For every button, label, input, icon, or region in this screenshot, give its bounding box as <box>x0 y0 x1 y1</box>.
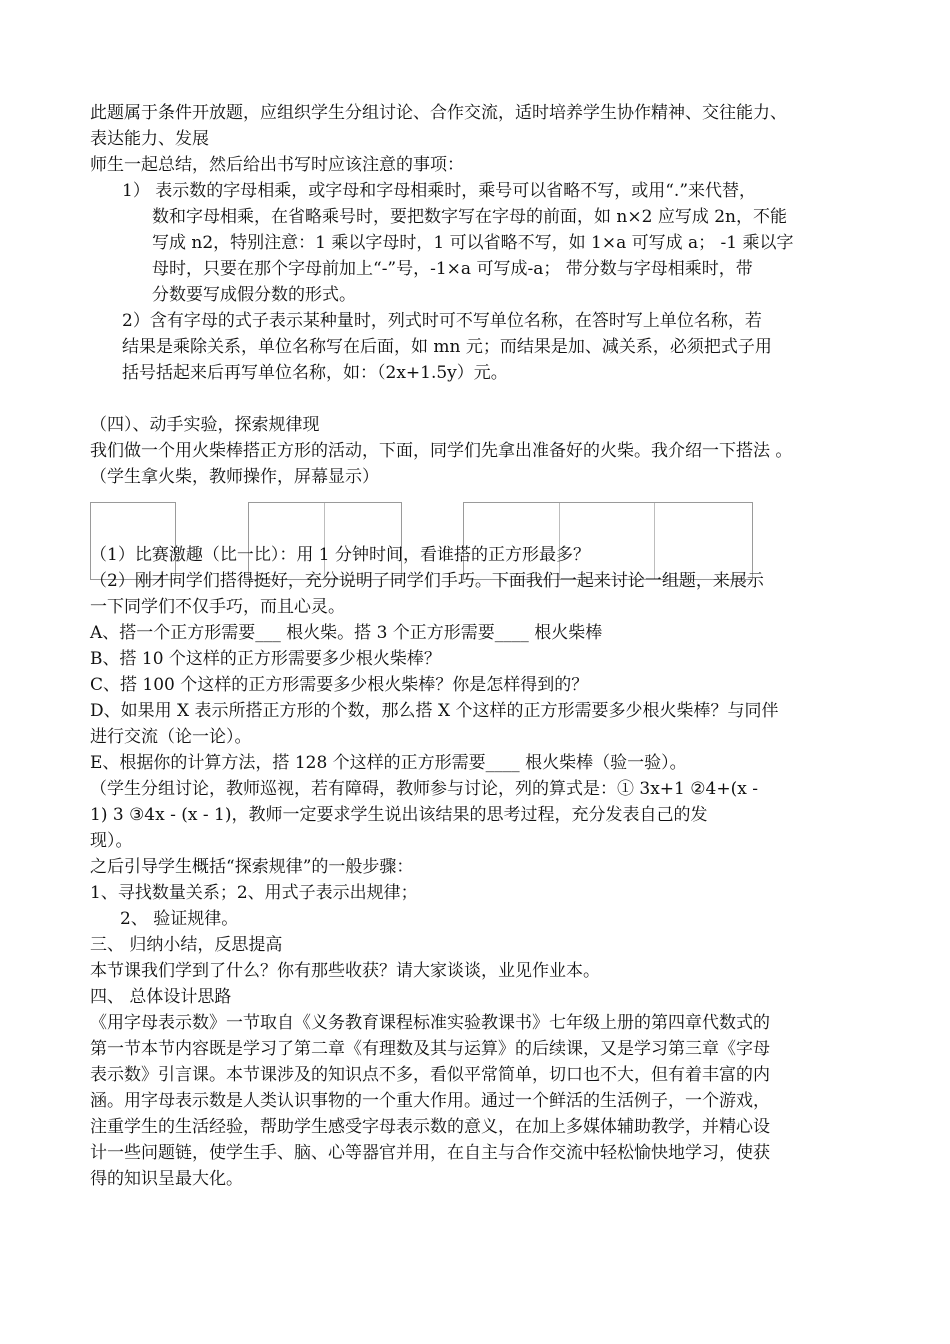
question-d-line: 进行交流（论一论）。 <box>90 727 252 747</box>
list-item-1-line: 数和字母相乘，在省略乘号时，要把数字写在字母的前面，如 n×2 应写成 2n，不能 <box>152 207 787 227</box>
paragraph-line: 《用字母表示数》一节取自《义务教育课程标准实验教课书》七年级上册的第四章代数式的 <box>90 1013 770 1033</box>
section-heading: 四、 总体设计思路 <box>90 987 232 1007</box>
paragraph-line: 注重学生的生活经验，帮助学生感受字母表示数的意义，在加上多媒体辅助教学，并精心设 <box>90 1117 770 1137</box>
paragraph-line: 一下同学们不仅手巧，而且心灵。 <box>90 597 345 617</box>
paragraph-line: 我们做一个用火柴棒搭正方形的活动，下面，同学们先拿出准备好的火柴。我介绍一下搭法 。 <box>90 441 793 461</box>
paragraph-line: 计一些问题链，使学生手、脑、心等器官并用，在自主与合作交流中轻松愉快地学习，使获 <box>90 1143 770 1163</box>
paragraph-line: 师生一起总结，然后给出书写时应该注意的事项： <box>90 155 464 175</box>
paragraph-line: 涵。用字母表示数是人类认识事物的一个重大作用。通过一个鲜活的生活例子，一个游戏， <box>90 1091 770 1111</box>
paragraph-line: 得的知识呈最大化。 <box>90 1169 243 1189</box>
list-item-1: 1） 表示数的字母相乘，或字母和字母相乘时，乘号可以省略不写，或用“.”来代替， <box>122 181 757 201</box>
paragraph-line: 1、寻找数量关系；2、用式子表示出规律； <box>90 883 418 903</box>
question-d: D、如果用 X 表示所搭正方形的个数，那么搭 X 个这样的正方形需要多少根火柴棒？与同伴 <box>90 701 779 721</box>
list-item-1-line: 分数要写成假分数的形式。 <box>152 285 356 305</box>
paragraph-line: （学生分组讨论，教师巡视，若有障碍，教师参与讨论，列的算式是：① 3x+1 ②4+(x - <box>90 779 758 799</box>
section-heading: 三、 归纳小结，反思提高 <box>90 935 283 955</box>
paragraph-line: 现）。 <box>90 831 133 851</box>
question-e: E、根据你的计算方法，搭 128 个这样的正方形需要____ 根火柴棒（验一验）。 <box>90 753 687 773</box>
paragraph-line: 1) 3 ③4x - (x - 1)，教师一定要求学生说出该结果的思考过程，充分发表自己的发 <box>90 805 708 825</box>
paragraph-line: 2、 验证规律。 <box>120 909 239 929</box>
paragraph-line: （2）刚才同学们搭得挺好，充分说明了同学们手巧。下面我们一起来讨论一组题，来展示 <box>90 571 764 591</box>
list-item-1-line: 母时，只要在那个字母前加上“-”号，-1×a 可写成-a； 带分数与字母相乘时，带 <box>152 259 753 279</box>
paragraph-line: （1）比赛激趣（比一比）：用 1 分钟时间，看谁搭的正方形最多？ <box>90 545 590 565</box>
question-c: C、搭 100 个这样的正方形需要多少根火柴棒？你是怎样得到的？ <box>90 675 589 695</box>
list-item-1-line: 写成 n2，特别注意：1 乘以字母时，1 可以省略不写，如 1×a 可写成 a； -1 乘以字 <box>152 233 794 253</box>
paragraph-line: 此题属于条件开放题，应组织学生分组讨论、合作交流，适时培养学生协作精神、交往能力、 <box>90 103 787 123</box>
paragraph-line: 表示数》引言课。本节课涉及的知识点不多，看似平常简单，切口也不大，但有着丰富的内 <box>90 1065 770 1085</box>
paragraph-line: （学生拿火柴，教师操作，屏幕显示） <box>90 467 379 487</box>
paragraph-line: 之后引导学生概括“探索规律”的一般步骤： <box>90 857 414 877</box>
paragraph-line: 第一节本节内容既是学习了第二章《有理数及其与运算》的后续课，又是学习第三章《字母 <box>90 1039 770 1059</box>
list-item-2: 2）含有字母的式子表示某种量时，列式时可不写单位名称，在答时写上单位名称，若 <box>122 311 762 331</box>
list-item-2-line: 括号括起来后再写单位名称，如：（2x+1.5y）元。 <box>122 363 508 383</box>
list-item-2-line: 结果是乘除关系，单位名称写在后面，如 mn 元；而结果是加、减关系，必须把式子用 <box>122 337 772 357</box>
question-b: B、搭 10 个这样的正方形需要多少根火柴棒？ <box>90 649 441 669</box>
question-a: A、搭一个正方形需要___ 根火柴。搭 3 个正方形需要____ 根火柴棒 <box>90 623 603 643</box>
paragraph-line: 本节课我们学到了什么？你有那些收获？请大家谈谈，业见作业本。 <box>90 961 600 981</box>
paragraph-line: 表达能力、发展 <box>90 129 209 149</box>
section-heading: （四）、动手实验，探索规律现 <box>90 415 320 435</box>
